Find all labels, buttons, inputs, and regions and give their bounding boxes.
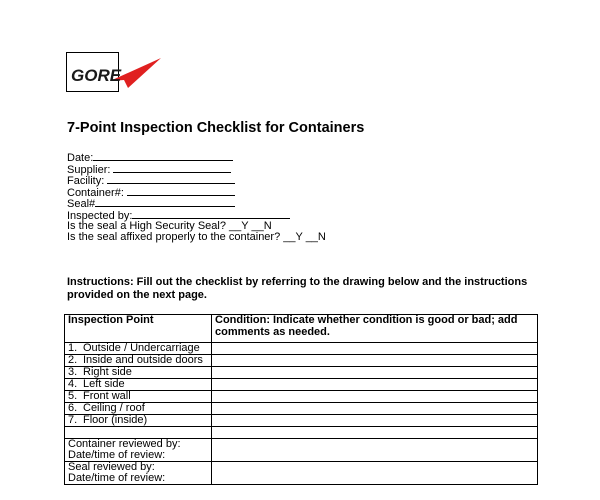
- inspection-table: [64, 314, 538, 485]
- facility-label: Facility:: [67, 175, 105, 188]
- table-row: [65, 367, 538, 379]
- point-label: Front wall: [83, 390, 131, 402]
- point-label: Ceiling / roof: [83, 402, 145, 414]
- inspection-point-cell: [65, 403, 212, 415]
- header-fields: [67, 151, 326, 244]
- container-reviewed-by-text: Container reviewed by:: [68, 438, 181, 450]
- inspection-point-cell: [65, 415, 212, 427]
- table-row: [65, 343, 538, 355]
- condition-cell[interactable]: [212, 415, 538, 427]
- point-label: Floor (inside): [83, 414, 148, 426]
- seal-reviewed-by-text: Seal reviewed by:: [68, 461, 155, 473]
- high-security-seal-question[interactable]: Is the seal a High Security Seal? __Y __N: [67, 219, 272, 232]
- seal-number-field[interactable]: [67, 197, 326, 209]
- inspection-point-cell: [65, 355, 212, 367]
- condition-cell[interactable]: [212, 403, 538, 415]
- date-field[interactable]: [67, 151, 326, 163]
- seal-number-line[interactable]: [95, 197, 235, 207]
- point-label: Left side: [83, 378, 125, 390]
- supplier-field[interactable]: [67, 163, 326, 175]
- seal-review-row: [65, 462, 538, 485]
- gore-logo-graphic: [66, 52, 162, 92]
- inspected-by-line[interactable]: [132, 209, 290, 219]
- header-inspection-point: Inspection Point: [65, 315, 212, 343]
- condition-cell[interactable]: [212, 391, 538, 403]
- condition-cell[interactable]: [212, 379, 538, 391]
- seal-affixed-question[interactable]: Is the seal affixed properly to the container? __Y __N: [67, 231, 326, 244]
- condition-cell[interactable]: [212, 367, 538, 379]
- page-title: 7-Point Inspection Checklist for Containers: [67, 120, 365, 136]
- container-number-label: Container#:: [67, 186, 124, 199]
- table-row: [65, 355, 538, 367]
- point-number: 2.: [68, 354, 78, 366]
- condition-cell[interactable]: [212, 343, 538, 355]
- point-label: Inside and outside doors: [83, 354, 203, 366]
- point-label: Outside / Undercarriage: [83, 342, 200, 354]
- seal-number-label: Seal#: [67, 198, 96, 211]
- inspected-by-field[interactable]: [67, 209, 326, 221]
- blank-cell: [212, 427, 538, 439]
- gore-logo: [66, 52, 162, 92]
- date-label: Date:: [67, 152, 94, 164]
- container-review-label: [65, 439, 212, 462]
- facility-line[interactable]: [107, 174, 235, 184]
- logo-text: GORE: [71, 66, 122, 85]
- seal-review-date-text: Date/time of review:: [68, 472, 166, 484]
- container-number-field[interactable]: [67, 186, 326, 198]
- point-number: 3.: [68, 366, 78, 378]
- blank-row: [65, 427, 538, 439]
- instructions-text: Instructions: Fill out the checklist by referring to the drawing below and the instructions provided on the next page.: [67, 276, 528, 301]
- container-number-line[interactable]: [127, 186, 235, 196]
- container-review-row: [65, 439, 538, 462]
- seal-review-label: [65, 462, 212, 485]
- seal-review-cell[interactable]: [212, 462, 538, 485]
- point-number: 4.: [68, 378, 78, 390]
- supplier-line[interactable]: [113, 163, 231, 173]
- inspection-point-cell: [65, 379, 212, 391]
- inspection-point-cell: [65, 391, 212, 403]
- point-number: 7.: [68, 414, 78, 426]
- header-condition: Condition: Indicate whether condition is good or bad; add comments as needed.: [212, 315, 538, 343]
- blank-cell: [65, 427, 212, 439]
- table-header-row: [65, 315, 538, 343]
- inspection-point-cell: [65, 343, 212, 355]
- table-row: [65, 379, 538, 391]
- supplier-label: Supplier:: [67, 163, 111, 176]
- inspection-point-cell: [65, 367, 212, 379]
- point-label: Right side: [83, 366, 132, 378]
- date-line[interactable]: [93, 151, 233, 161]
- point-number: 6.: [68, 402, 78, 414]
- container-review-cell[interactable]: [212, 439, 538, 462]
- point-number: 5.: [68, 390, 78, 402]
- table-row: [65, 391, 538, 403]
- condition-cell[interactable]: [212, 355, 538, 367]
- container-review-date-text: Date/time of review:: [68, 449, 166, 461]
- table-row: [65, 415, 538, 427]
- table-row: [65, 403, 538, 415]
- inspected-by-label: Inspected by:: [67, 209, 133, 222]
- point-number: 1.: [68, 342, 78, 354]
- facility-field[interactable]: [67, 174, 326, 186]
